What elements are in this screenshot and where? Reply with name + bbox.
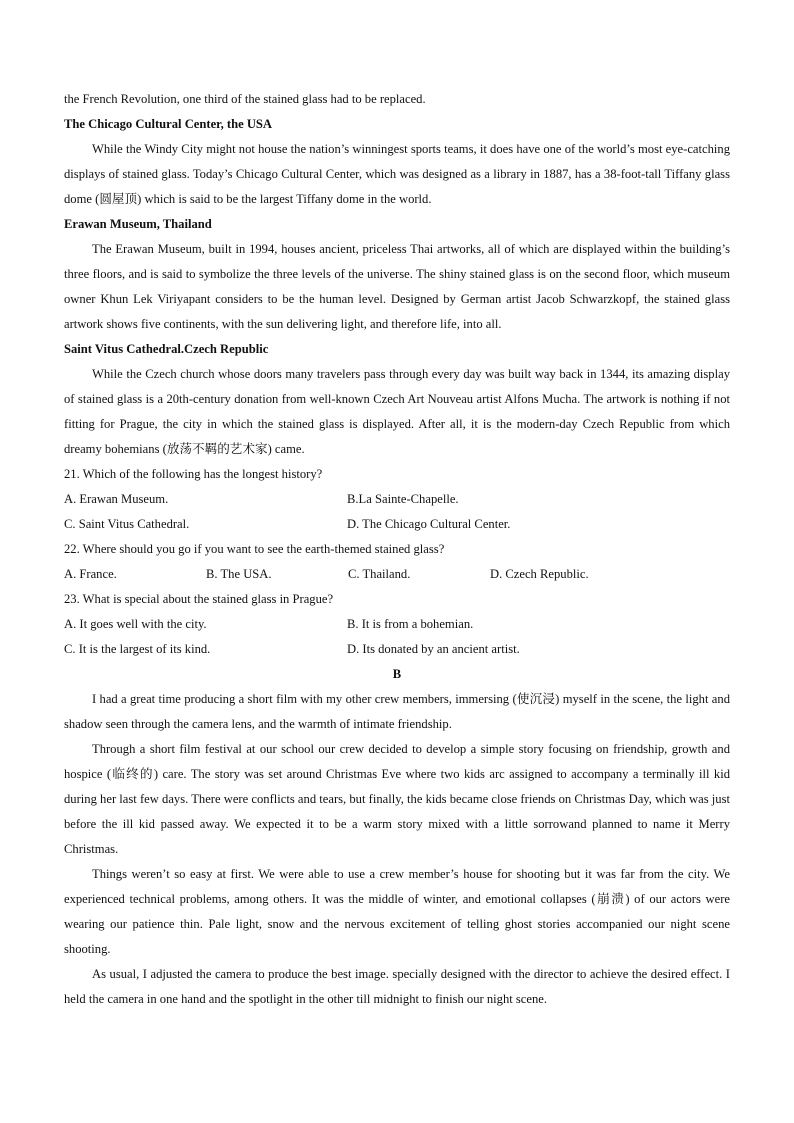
part-b-paragraph: Through a short film festival at our school our crew decided to develop a simple story focusing on friendship, growth and hospice (临终的) care. The story was set around Christmas Eve where two kids arc assigned to accompany a terminally ill kid during her last few days. There were conflicts and tears, but finally, the kids became close friends on Christmas Day, which was just before the ill kid passed away. We expected it to be a warm story mixed with a little sorrowand planned to name it Merry Christmas. xyxy=(64,742,730,856)
part-b-paragraph: I had a great time producing a short film with my other crew members, immersing (使沉浸) myself in the scene, the light and shadow seen through the camera lens, and the warmth of intimate friendship. xyxy=(64,692,730,731)
part-b-paragraph: As usual, I adjusted the camera to produce the best image. specially designed with the director to achieve the desired effect. I held the camera in one hand and the spotlight in the other till midnight to finish our night scene. xyxy=(64,967,730,1006)
section-text-saint-vitus: While the Czech church whose doors many travelers pass through every day was built way back in 1344, its amazing display of stained glass is a 20th-century donation from well-known Czech Art Nouveau artist Alfons Mucha. The artwork is nothing if not fitting for Prague, the city in which the stained glass is displayed. After all, it is the modern-day Czech Republic from which dreamy bohemians (放荡不羁的艺术家) came. xyxy=(64,367,730,456)
question-21-stem: 21. Which of the following has the longest history? xyxy=(64,467,323,481)
document-page xyxy=(64,87,730,1012)
part-b-paragraph: Things weren’t so easy at first. We were able to use a crew member’s house for shooting but it was far from the city. We experienced technical problems, among others. It was the middle of winter, and emotional collapses (崩溃) of our actors were wearing our patience thin. Pale light, snow and the nervous excitement of telling ghost stories accompanied our night scene shooting. xyxy=(64,867,730,956)
question-23-option-a: A. It goes well with the city. xyxy=(64,617,207,631)
question-23-option-d: D. Its donated by an ancient artist. xyxy=(347,642,520,656)
question-22-option-b: B. The USA. xyxy=(206,567,272,581)
question-22-option-c: C. Thailand. xyxy=(348,567,411,581)
question-23-option-c: C. It is the largest of its kind. xyxy=(64,642,211,656)
question-21-options-row-2 xyxy=(64,512,730,537)
question-21-options-row-1 xyxy=(64,487,730,512)
question-23-options-row-2 xyxy=(64,637,730,662)
question-22-option-d: D. Czech Republic. xyxy=(490,567,589,581)
question-21-option-b: B.La Sainte-Chapelle. xyxy=(347,492,459,506)
question-23-options-row-1 xyxy=(64,612,730,637)
question-23-stem: 23. What is special about the stained glass in Prague? xyxy=(64,592,334,606)
section-heading-saint-vitus: Saint Vitus Cathedral.Czech Republic xyxy=(64,342,269,356)
question-22-options xyxy=(64,562,730,587)
part-b-label: B xyxy=(392,667,402,681)
section-heading-erawan: Erawan Museum, Thailand xyxy=(64,217,212,231)
question-22-stem: 22. Where should you go if you want to see the earth-themed stained glass? xyxy=(64,542,445,556)
question-23-option-b: B. It is from a bohemian. xyxy=(347,617,474,631)
section-text-erawan: The Erawan Museum, built in 1994, houses ancient, priceless Thai artworks, all of which are displayed within the building’s three floors, and is said to symbolize the three levels of the universe. The shiny stained glass is on the second floor, which museum owner Khun Lek Viriyapant considers to be the human level. Designed by German artist Jacob Schwarzkopf, the stained glass artwork shows five continents, with the sun delivering light, and therefore life, into all. xyxy=(64,242,730,331)
section-heading-chicago: The Chicago Cultural Center, the USA xyxy=(64,117,273,131)
intro-line: the French Revolution, one third of the stained glass had to be replaced. xyxy=(64,92,426,106)
section-text-chicago: While the Windy City might not house the nation’s winningest sports teams, it does have one of the world’s most eye-catching displays of stained glass. Today’s Chicago Cultural Center, which was designed as a library in 1887, has a 38-foot-tall Tiffany glass dome (圆屋顶) which is said to be the largest Tiffany dome in the world. xyxy=(64,142,730,206)
question-21-option-c: C. Saint Vitus Cathedral. xyxy=(64,517,190,531)
question-22-option-a: A. France. xyxy=(64,567,117,581)
question-21-option-a: A. Erawan Museum. xyxy=(64,492,169,506)
question-21-option-d: D. The Chicago Cultural Center. xyxy=(347,517,511,531)
